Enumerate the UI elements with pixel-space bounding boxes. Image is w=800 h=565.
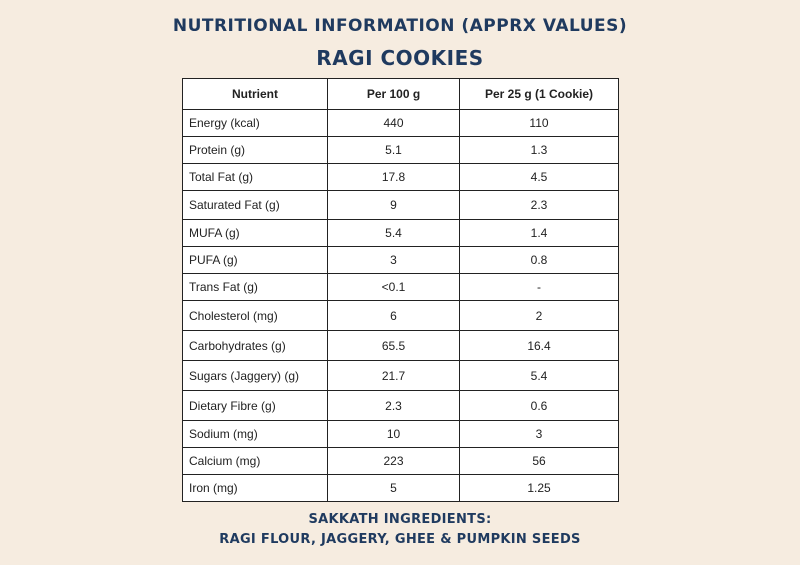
nutrient-name-cell: Sugars (Jaggery) (g) <box>183 361 328 391</box>
table-row <box>183 301 619 331</box>
nutrient-name-cell: Carbohydrates (g) <box>183 331 328 361</box>
per-cookie-cell: 0.6 <box>460 391 619 421</box>
page-title: NUTRITIONAL INFORMATION (APPRX VALUES) <box>172 16 628 36</box>
per-cookie-cell: 2.3 <box>460 191 619 220</box>
nutrient-name-cell: Total Fat (g) <box>183 164 328 191</box>
table-row <box>183 110 619 137</box>
per-100g-cell: 9 <box>328 191 460 220</box>
table-row <box>183 191 619 220</box>
per-cookie-cell: - <box>460 274 619 301</box>
table-row <box>183 331 619 361</box>
per-cookie-cell: 1.4 <box>460 220 619 247</box>
per-cookie-cell: 4.5 <box>460 164 619 191</box>
table-row <box>183 361 619 391</box>
table-row <box>183 475 619 502</box>
nutrient-name-cell: Saturated Fat (g) <box>183 191 328 220</box>
per-100g-cell: 5.4 <box>328 220 460 247</box>
per-cookie-cell: 16.4 <box>460 331 619 361</box>
table-header-row <box>183 79 619 110</box>
per-100g-cell: 3 <box>328 247 460 274</box>
per-100g-cell: 440 <box>328 110 460 137</box>
per-cookie-cell: 56 <box>460 448 619 475</box>
per-cookie-cell: 5.4 <box>460 361 619 391</box>
per-cookie-cell: 0.8 <box>460 247 619 274</box>
nutrient-name-cell: PUFA (g) <box>183 247 328 274</box>
product-name: RAGI COOKIES <box>316 46 484 70</box>
nutrient-name-cell: Cholesterol (mg) <box>183 301 328 331</box>
per-cookie-cell: 1.3 <box>460 137 619 164</box>
per-100g-cell: 10 <box>328 421 460 448</box>
ingredients-list: RAGI FLOUR, JAGGERY, GHEE & PUMPKIN SEEDS <box>219 532 581 547</box>
per-100g-cell: 5.1 <box>328 137 460 164</box>
table-row <box>183 220 619 247</box>
column-header-per-cookie: Per 25 g (1 Cookie) <box>460 79 619 110</box>
per-100g-cell: 21.7 <box>328 361 460 391</box>
nutrient-name-cell: Calcium (mg) <box>183 448 328 475</box>
per-100g-cell: <0.1 <box>328 274 460 301</box>
nutrient-name-cell: Trans Fat (g) <box>183 274 328 301</box>
per-100g-cell: 65.5 <box>328 331 460 361</box>
per-cookie-cell: 110 <box>460 110 619 137</box>
table-row <box>183 274 619 301</box>
nutrition-table <box>182 78 619 502</box>
column-header-nutrient: Nutrient <box>183 79 328 110</box>
per-cookie-cell: 3 <box>460 421 619 448</box>
per-cookie-cell: 1.25 <box>460 475 619 502</box>
nutrient-name-cell: Protein (g) <box>183 137 328 164</box>
table-row <box>183 391 619 421</box>
nutrient-name-cell: Energy (kcal) <box>183 110 328 137</box>
per-100g-cell: 2.3 <box>328 391 460 421</box>
table-row <box>183 247 619 274</box>
table-row <box>183 164 619 191</box>
per-100g-cell: 5 <box>328 475 460 502</box>
nutrient-name-cell: Dietary Fibre (g) <box>183 391 328 421</box>
nutrient-name-cell: Sodium (mg) <box>183 421 328 448</box>
ingredients-heading: SAKKATH INGREDIENTS: <box>308 512 492 527</box>
nutrient-name-cell: MUFA (g) <box>183 220 328 247</box>
per-cookie-cell: 2 <box>460 301 619 331</box>
column-header-per-100g: Per 100 g <box>328 79 460 110</box>
per-100g-cell: 6 <box>328 301 460 331</box>
per-100g-cell: 223 <box>328 448 460 475</box>
table-row <box>183 448 619 475</box>
per-100g-cell: 17.8 <box>328 164 460 191</box>
table-row <box>183 421 619 448</box>
table-row <box>183 137 619 164</box>
nutrient-name-cell: Iron (mg) <box>183 475 328 502</box>
